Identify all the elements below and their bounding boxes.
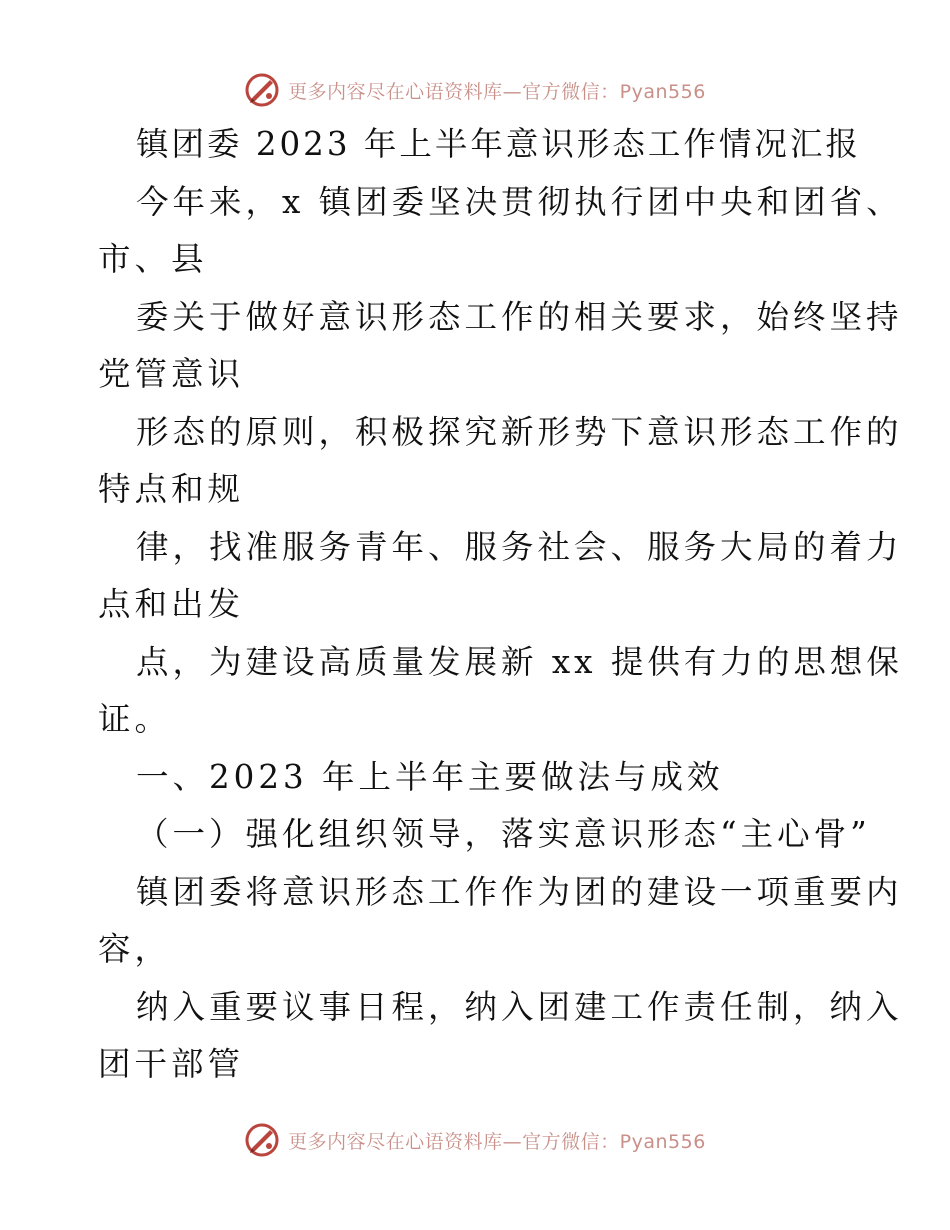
watermark-header	[0, 70, 950, 110]
watermark-text: 更多内容尽在心语资料库—官方微信：Pyan556	[288, 1130, 706, 1153]
paragraph-line: 形态的原则，积极探究新形势下意识形态工作的	[136, 412, 903, 451]
paragraph-line: 点，为建设高质量发展新 xx 提供有力的思想保	[136, 642, 903, 681]
paragraph-line: 特点和规	[98, 470, 245, 508]
pen-logo-icon	[244, 1122, 280, 1158]
pen-logo-icon	[244, 72, 280, 108]
paragraph-line: 党管意识	[98, 355, 245, 393]
paragraph-line: 点和出发	[98, 585, 245, 623]
paragraph-line: 证。	[98, 700, 172, 738]
paragraph-line: 团干部管	[98, 1045, 245, 1083]
watermark-text: 更多内容尽在心语资料库—官方微信：Pyan556	[288, 80, 706, 103]
document-title: 镇团委 2023 年上半年意识形态工作情况汇报	[136, 125, 861, 163]
paragraph-line: 今年来，x 镇团委坚决贯彻执行团中央和团省、	[136, 182, 903, 221]
section-heading: 一、2023 年上半年主要做法与成效	[136, 757, 724, 796]
paragraph-line: 律，找准服务青年、服务社会、服务大局的着力	[136, 527, 903, 566]
paragraph-line: 市、县	[98, 240, 208, 278]
paragraph-line: 委关于做好意识形态工作的相关要求，始终坚持	[136, 297, 903, 336]
paragraph-line: 容，	[98, 930, 172, 968]
paragraph-line: 镇团委将意识形态工作作为团的建设一项重要内	[136, 872, 903, 911]
subsection-heading: （一）强化组织领导，落实意识形态“主心骨”	[136, 815, 871, 853]
paragraph-line: 纳入重要议事日程，纳入团建工作责任制，纳入	[136, 987, 903, 1026]
watermark-footer	[0, 1120, 950, 1160]
document-body	[98, 116, 903, 1094]
